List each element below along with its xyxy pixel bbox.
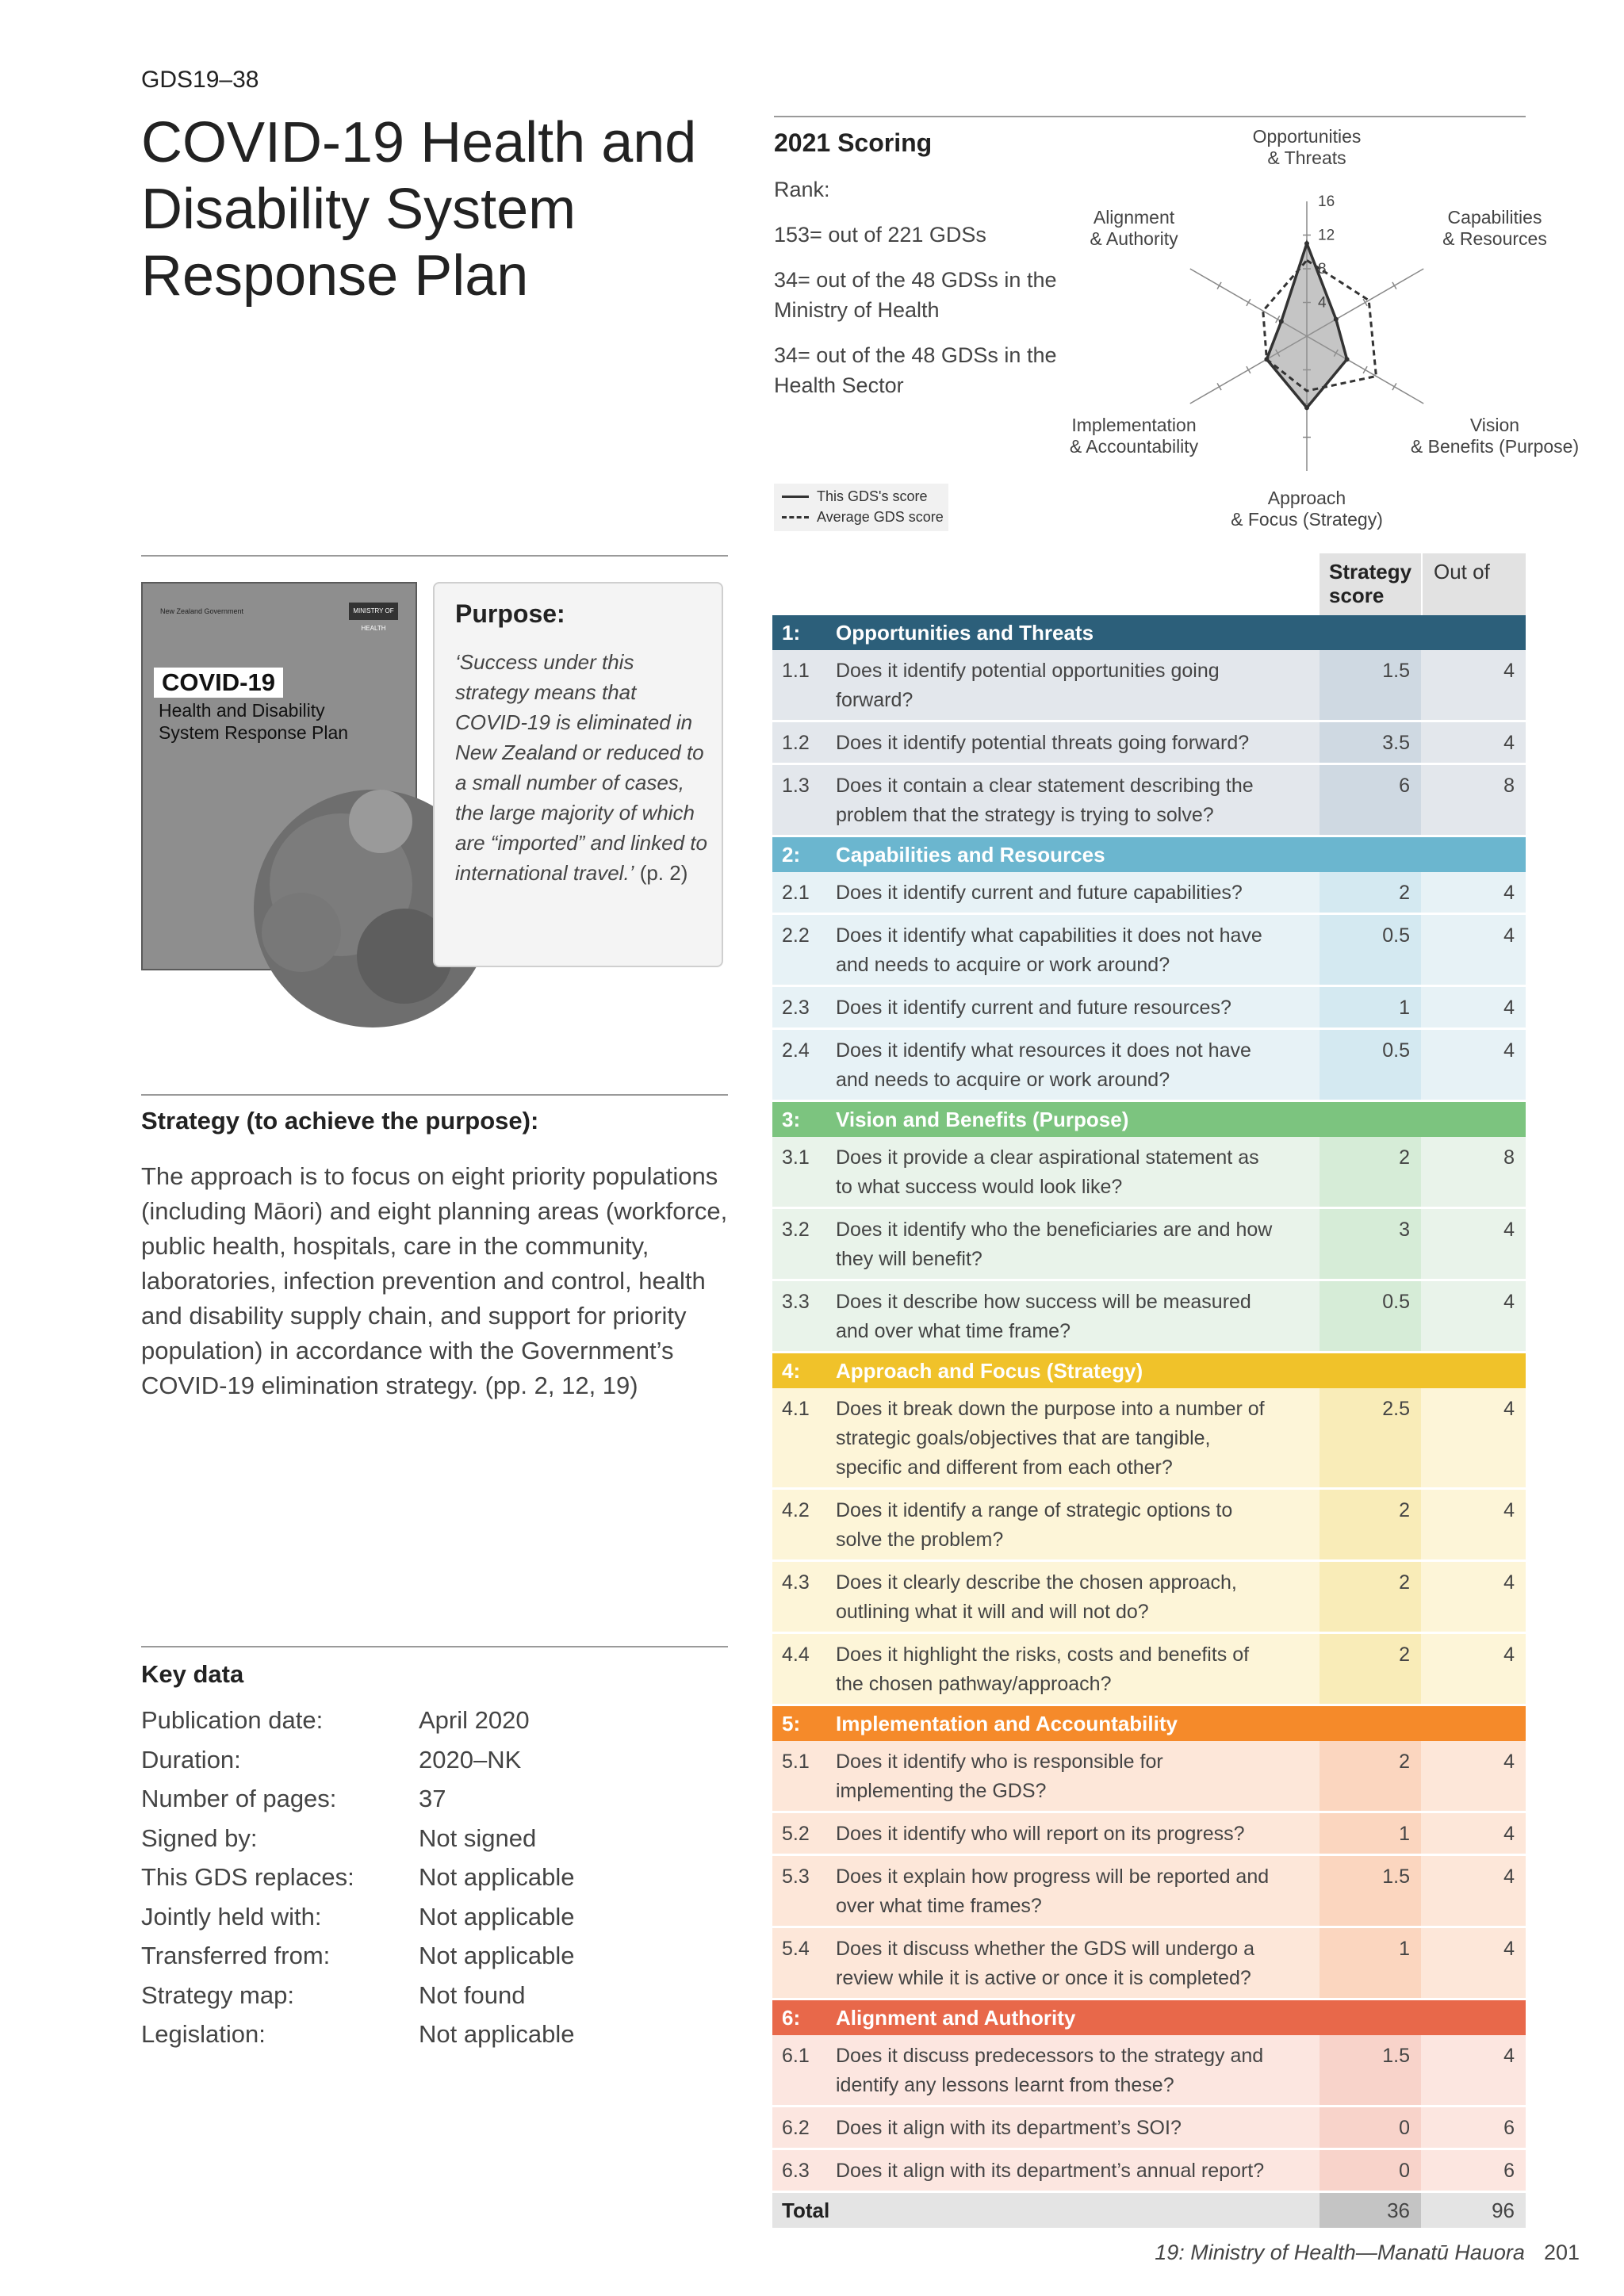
key-data-table: [141, 1706, 728, 2060]
key-data-row: [141, 1746, 728, 1785]
question-number: 4.3: [782, 1571, 810, 1594]
section-title: Implementation and Accountability: [836, 1712, 1178, 1735]
purpose-title: Purpose:: [455, 599, 565, 628]
divider: [141, 1646, 728, 1647]
key-data-label: Strategy map:: [141, 1980, 294, 2009]
key-data-row: [141, 1942, 728, 1981]
radar-chart: [1069, 126, 1580, 539]
question-text: Does it highlight the risks, costs and benefits of the chosen pathway/approach?: [836, 1644, 1250, 1695]
question-text: Does it identify who the beneficiaries are and how they will benefit?: [836, 1219, 1273, 1270]
question-text: Does it align with its department’s annual report?: [836, 2160, 1265, 2182]
radar-tick: [1217, 383, 1221, 390]
table-row: [772, 2150, 1526, 2193]
question-text: Does it break down the purpose into a number of strategic goals/objectives that are tangible, specific and different from each other?: [836, 1398, 1265, 1479]
out-of-score: 4: [1503, 732, 1515, 754]
question-number: 2.1: [782, 882, 810, 904]
out-of-score: 6: [1503, 2117, 1515, 2139]
out-of-score: 4: [1503, 1644, 1515, 1666]
legend-item-average: Average GDS score: [782, 509, 944, 526]
table-row: [772, 1388, 1526, 1490]
table-row: [772, 2107, 1526, 2150]
out-of-score: 4: [1503, 882, 1515, 904]
key-data-label: Number of pages:: [141, 1785, 337, 1812]
key-data-label: Signed by:: [141, 1823, 258, 1852]
table-header: [772, 553, 1526, 615]
radar-axis-label: Implementation & Accountability: [1069, 415, 1199, 457]
strategy-score: 1: [1320, 1813, 1421, 1854]
table-row: [772, 1813, 1526, 1856]
strategy-score: 1.5: [1320, 1856, 1421, 1926]
out-of-score: 4: [1503, 1751, 1515, 1773]
legend-item-this: This GDS's score: [782, 488, 927, 505]
key-data-title: Key data: [141, 1660, 244, 1688]
government-logo: New Zealand Government: [160, 607, 244, 615]
key-data-label: Duration:: [141, 1745, 241, 1774]
radar-tick-label: 12: [1318, 227, 1335, 244]
radar-tick-label: 16: [1318, 193, 1335, 210]
strategy-score: 2: [1320, 1137, 1421, 1207]
table-row: [772, 987, 1526, 1030]
solid-line-swatch: [782, 496, 809, 498]
key-data-label: Transferred from:: [141, 1942, 331, 1969]
key-data-value: April 2020: [419, 1706, 530, 1734]
key-data-label: This GDS replaces:: [141, 1863, 354, 1891]
rank-label: Rank:: [774, 178, 830, 201]
question-number: 4.1: [782, 1398, 810, 1420]
table-row: [772, 1209, 1526, 1281]
strategy-score: 0: [1320, 2150, 1421, 2191]
section-title: Opportunities and Threats: [836, 621, 1094, 645]
question-text: Does it identify current and future capabilities?: [836, 882, 1243, 904]
key-data-row: [141, 1863, 728, 1903]
section-title: Vision and Benefits (Purpose): [836, 1108, 1129, 1131]
radar-axis-label: Opportunities & Threats: [1252, 126, 1362, 168]
table-row: [772, 650, 1526, 722]
divider: [141, 1094, 728, 1096]
question-number: 4.2: [782, 1499, 810, 1521]
question-text: Does it identify who is responsible for implementing the GDS?: [836, 1751, 1163, 1802]
section-number: 4:: [782, 1359, 801, 1383]
radar-tick: [1247, 299, 1251, 306]
radar-tick: [1392, 383, 1396, 390]
footer-text: 19: Ministry of Health—Manatū Hauora: [1155, 2241, 1525, 2264]
question-number: 3.2: [782, 1219, 810, 1241]
out-of-score: 4: [1503, 1866, 1515, 1888]
radar-axis-label: Capabilities & Resources: [1442, 207, 1547, 249]
section-header: [772, 615, 1526, 650]
table-body: [772, 615, 1526, 2193]
section-header: [772, 1706, 1526, 1741]
section-header: [772, 2000, 1526, 2035]
cover-subtitle: Health and Disability System Response Plan: [159, 700, 349, 743]
column-header-out-of: Out of: [1423, 553, 1526, 615]
radar-tick-label: 4: [1318, 294, 1327, 312]
radar-point: [1304, 405, 1309, 410]
strategy-score: 2: [1320, 1490, 1421, 1559]
cover-badge: COVID-19: [154, 668, 283, 698]
radar-tick: [1217, 282, 1221, 289]
rank-sector: 34= out of the 48 GDSs in the Health Sector: [774, 343, 1057, 397]
table-row: [772, 2035, 1526, 2107]
question-number: 5.4: [782, 1938, 810, 1960]
key-data-value: Not found: [419, 1980, 526, 2009]
rank-department: 34= out of the 48 GDSs in the Ministry of Health: [774, 268, 1057, 322]
table-row: [772, 1741, 1526, 1813]
key-data-row: [141, 1706, 728, 1746]
table-row: [772, 1562, 1526, 1634]
key-data-value: Not applicable: [419, 1902, 575, 1931]
question-text: Does it explain how progress will be reported and over what time frames?: [836, 1866, 1270, 1917]
section-number: 2:: [782, 843, 801, 867]
question-text: Does it align with its department’s SOI?: [836, 2117, 1182, 2139]
key-data-value: Not signed: [419, 1823, 537, 1852]
page-footer: [1155, 2241, 1580, 2265]
question-text: Does it contain a clear statement describing the problem that the strategy is trying to solve?: [836, 775, 1254, 826]
question-number: 5.2: [782, 1823, 810, 1845]
strategy-score: 6: [1320, 765, 1421, 835]
section-header: [772, 1353, 1526, 1388]
chart-legend: [774, 484, 948, 531]
table-row: [772, 1030, 1526, 1102]
question-text: Does it discuss whether the GDS will undergo a review while it is active or once it is completed?: [836, 1938, 1255, 1989]
table-row: [772, 1634, 1526, 1706]
radar-axis-label: Alignment & Authority: [1090, 207, 1178, 249]
question-number: 5.3: [782, 1866, 810, 1888]
out-of-score: 4: [1503, 1291, 1515, 1313]
question-number: 2.3: [782, 997, 810, 1019]
key-data-label: Jointly held with:: [141, 1902, 322, 1931]
out-of-score: 4: [1503, 1219, 1515, 1241]
out-of-score: 4: [1503, 1938, 1515, 1960]
section-number: 5:: [782, 1712, 801, 1735]
question-text: Does it identify who will report on its progress?: [836, 1823, 1245, 1845]
strategy-score: 1: [1320, 1928, 1421, 1998]
section-number: 1:: [782, 621, 801, 645]
out-of-score: 8: [1503, 1146, 1515, 1169]
total-score: 36: [1320, 2193, 1421, 2228]
divider: [141, 555, 728, 557]
purpose-box: [433, 582, 723, 967]
table-row: [772, 722, 1526, 765]
section-header: [772, 1102, 1526, 1137]
divider: [774, 116, 1526, 117]
table-row: [772, 872, 1526, 915]
question-text: Does it identify a range of strategic options to solve the problem?: [836, 1499, 1233, 1551]
question-number: 5.1: [782, 1751, 810, 1773]
purpose-text: ‘Success under this strategy means that COVID-19 is eliminated in New Zealand or reduced to a small number of cases, the large majority of which are “imported” and linked to international travel.’ (p. 2): [455, 650, 707, 885]
out-of-score: 4: [1503, 1398, 1515, 1420]
ministry-logo: MINISTRY OF HEALTH: [349, 603, 398, 620]
radar-point: [1345, 357, 1350, 362]
strategy-score: 0: [1320, 2107, 1421, 2148]
table-row: [772, 1856, 1526, 1928]
radar-tick: [1363, 366, 1367, 373]
question-number: 4.4: [782, 1644, 810, 1666]
strategy-score: 1.5: [1320, 650, 1421, 720]
rank-block: [774, 174, 1107, 415]
rank-overall: 153= out of 221 GDSs: [774, 223, 986, 247]
question-number: 3.1: [782, 1146, 810, 1169]
document-cover-image: [141, 582, 417, 970]
key-data-row: [141, 1903, 728, 1942]
column-header-score: Strategy score: [1320, 553, 1421, 615]
section-title: Approach and Focus (Strategy): [836, 1359, 1143, 1383]
strategy-score: 0.5: [1320, 1030, 1421, 1100]
question-number: 6.3: [782, 2160, 810, 2182]
table-row: [772, 1137, 1526, 1209]
key-data-value: Not applicable: [419, 2020, 575, 2048]
question-text: Does it identify current and future resources?: [836, 997, 1231, 1019]
strategy-score: 0.5: [1320, 1281, 1421, 1351]
radar-point: [1279, 319, 1284, 323]
table-row: [772, 1281, 1526, 1353]
strategy-score: 2.5: [1320, 1388, 1421, 1487]
out-of-score: 4: [1503, 660, 1515, 682]
radar-tick: [1392, 282, 1396, 289]
strategy-score: 3: [1320, 1209, 1421, 1279]
question-number: 1.3: [782, 775, 810, 797]
table-row: [772, 765, 1526, 837]
key-data-label: Legislation:: [141, 2020, 266, 2048]
key-data-row: [141, 1981, 728, 2021]
out-of-score: 6: [1503, 2160, 1515, 2182]
question-number: 2.4: [782, 1039, 810, 1062]
section-title: Alignment and Authority: [836, 2006, 1076, 2030]
question-number: 2.2: [782, 924, 810, 947]
score-table: [772, 553, 1526, 2228]
key-data-row: [141, 1785, 728, 1824]
key-data-value: Not applicable: [419, 1942, 575, 1969]
question-text: Does it describe how success will be measured and over what time frame?: [836, 1291, 1251, 1342]
question-number: 1.2: [782, 732, 810, 754]
question-text: Does it identify what capabilities it does not have and needs to acquire or work around?: [836, 924, 1262, 976]
question-text: Does it identify potential opportunities going forward?: [836, 660, 1220, 711]
table-row: [772, 1928, 1526, 2000]
out-of-score: 8: [1503, 775, 1515, 797]
strategy-score: 2: [1320, 872, 1421, 913]
out-of-score: 4: [1503, 1499, 1515, 1521]
strategy-score: 1: [1320, 987, 1421, 1027]
question-text: Does it clearly describe the chosen approach, outlining what it will and will not do?: [836, 1571, 1237, 1623]
strategy-score: 3.5: [1320, 722, 1421, 763]
total-label: Total: [782, 2198, 830, 2222]
table-row: [772, 915, 1526, 987]
question-text: Does it identify potential threats going forward?: [836, 732, 1250, 754]
question-number: 3.3: [782, 1291, 810, 1313]
page-number: 201: [1543, 2241, 1580, 2264]
section-header: [772, 837, 1526, 872]
key-data-value: Not applicable: [419, 1863, 575, 1891]
total-row: [772, 2193, 1526, 2228]
strategy-title: Strategy (to achieve the purpose):: [141, 1107, 539, 1135]
section-title: Capabilities and Resources: [836, 843, 1105, 867]
section-number: 3:: [782, 1108, 801, 1131]
table-row: [772, 1490, 1526, 1562]
key-data-row: [141, 2020, 728, 2060]
out-of-score: 4: [1503, 1571, 1515, 1594]
out-of-score: 4: [1503, 997, 1515, 1019]
strategy-score: 0.5: [1320, 915, 1421, 985]
key-data-value: 37: [419, 1785, 446, 1812]
radar-axis-label: Vision & Benefits (Purpose): [1410, 415, 1580, 457]
page-title: COVID-19 Health and Disability System Response Plan: [141, 111, 697, 308]
strategy-score: 2: [1320, 1634, 1421, 1704]
dashed-line-swatch: [782, 516, 809, 519]
radar-point: [1304, 241, 1309, 246]
out-of-score: 4: [1503, 1823, 1515, 1845]
question-number: 1.1: [782, 660, 810, 682]
key-data-row: [141, 1824, 728, 1864]
out-of-score: 4: [1503, 2045, 1515, 2067]
section-number: 6:: [782, 2006, 801, 2030]
strategy-score: 2: [1320, 1741, 1421, 1811]
virus-graphic: [143, 584, 416, 969]
total-out-of: 96: [1492, 2198, 1515, 2222]
document-code: GDS19–38: [141, 67, 259, 93]
question-number: 6.1: [782, 2045, 810, 2067]
radar-tick-label: 8: [1318, 261, 1327, 277]
question-number: 6.2: [782, 2117, 810, 2139]
scoring-title: 2021 Scoring: [774, 128, 933, 157]
radar-axis-label: Approach & Focus (Strategy): [1231, 488, 1383, 530]
radar-tick: [1247, 366, 1251, 373]
strategy-score: 2: [1320, 1562, 1421, 1632]
strategy-text: The approach is to focus on eight priority populations (including Māori) and eight planning areas (workforce, public health, hospitals, care in the community, laboratories, infection prevention and control, health and disability supply chain, and support for priority population) in accordance with the Government’s COVID-19 elimination strategy. (pp. 2, 12, 19): [141, 1162, 728, 1399]
key-data-value: 2020–NK: [419, 1745, 522, 1774]
key-data-label: Publication date:: [141, 1706, 324, 1734]
radar-point: [1334, 317, 1339, 322]
question-text: Does it identify what resources it does not have and needs to acquire or work around?: [836, 1039, 1251, 1091]
strategy-score: 1.5: [1320, 2035, 1421, 2105]
out-of-score: 4: [1503, 924, 1515, 947]
radar-series-this-gds: [1266, 243, 1346, 408]
question-text: Does it discuss predecessors to the strategy and identify any lessons learnt from these?: [836, 2045, 1264, 2096]
question-text: Does it provide a clear aspirational statement as to what success would look like?: [836, 1146, 1259, 1198]
out-of-score: 4: [1503, 1039, 1515, 1062]
